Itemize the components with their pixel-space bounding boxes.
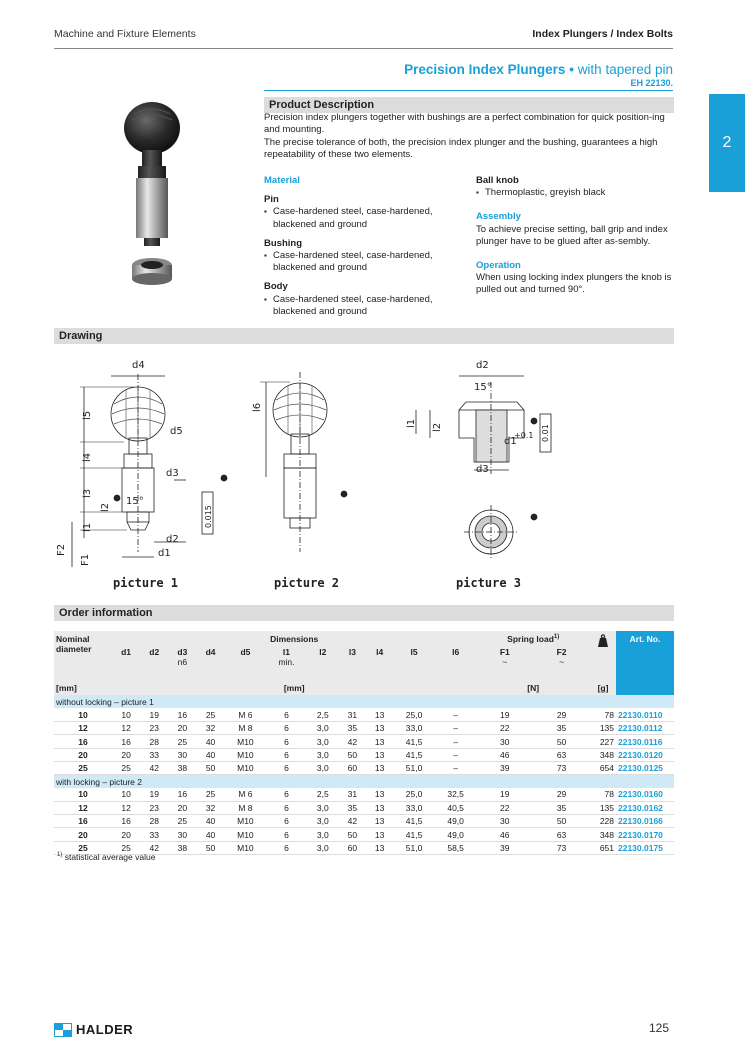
label-tol-015: 0.015 bbox=[204, 505, 213, 528]
table-cell: 348 bbox=[590, 828, 616, 841]
table-row bbox=[54, 828, 674, 841]
table-cell: 78 bbox=[590, 708, 616, 721]
table-cell: 73 bbox=[533, 761, 590, 774]
picture-3-drawing bbox=[406, 360, 551, 559]
table-cell: 31 bbox=[339, 788, 366, 801]
label-d1: d1 bbox=[158, 548, 171, 559]
table-cell: 50 bbox=[339, 748, 366, 761]
table-cell: 13 bbox=[366, 708, 393, 721]
ball-knob-label: Ball knob bbox=[476, 175, 519, 186]
table-cell: 10 bbox=[112, 708, 140, 721]
table-cell: 40 bbox=[196, 828, 224, 841]
table-cell: 73 bbox=[533, 841, 590, 854]
table-cell: M 6 bbox=[225, 788, 267, 801]
table-cell: 35 bbox=[339, 722, 366, 735]
table-cell: 50 bbox=[196, 841, 224, 854]
table-cell: 3,0 bbox=[307, 761, 339, 774]
col-l1: l1 min. bbox=[266, 647, 307, 681]
table-row bbox=[54, 815, 674, 828]
table-cell: 20 bbox=[54, 748, 112, 761]
table-cell: 50 bbox=[533, 815, 590, 828]
table-cell: 25,0 bbox=[393, 788, 435, 801]
col-d5: d5 bbox=[225, 647, 267, 681]
table-cell: 30 bbox=[476, 735, 533, 748]
art-no-link[interactable]: 22130.0112 bbox=[616, 722, 674, 735]
table-cell: M 8 bbox=[225, 801, 267, 814]
table-cell: 25,0 bbox=[393, 708, 435, 721]
table-cell: 3,0 bbox=[307, 828, 339, 841]
table-cell: 227 bbox=[590, 735, 616, 748]
table-cell: 30 bbox=[168, 748, 196, 761]
table-cell: 228 bbox=[590, 815, 616, 828]
table-cell: 40,5 bbox=[435, 801, 477, 814]
table-cell: 25 bbox=[168, 735, 196, 748]
table-cell: 6 bbox=[266, 828, 307, 841]
description-paragraph-2: The precise tolerance of both, the precision index plunger and the bushing, guarantees a high repeatability of these two elements. bbox=[264, 136, 658, 160]
table-cell: 13 bbox=[366, 788, 393, 801]
table-cell: 16 bbox=[168, 788, 196, 801]
group-label: with locking – picture 2 bbox=[54, 775, 674, 788]
table-cell: – bbox=[435, 761, 477, 774]
table-cell: 2,5 bbox=[307, 708, 339, 721]
pin-label: Pin bbox=[264, 194, 279, 206]
label-F2: F2 bbox=[56, 543, 67, 556]
caption-picture-3: picture 3 bbox=[456, 576, 522, 590]
table-cell: 10 bbox=[54, 788, 112, 801]
table-cell: 13 bbox=[366, 735, 393, 748]
material-heading: Material bbox=[264, 175, 300, 186]
label-l2: l2 bbox=[100, 502, 111, 512]
right-info-column bbox=[476, 168, 674, 297]
table-cell: 135 bbox=[590, 722, 616, 735]
label-l4: l4 bbox=[82, 452, 93, 462]
table-row bbox=[54, 801, 674, 814]
chapter-tab[interactable]: 2 bbox=[709, 94, 745, 192]
table-cell: 25 bbox=[54, 761, 112, 774]
label-d1-tol: +0.1 bbox=[514, 431, 534, 440]
table-cell: 41,5 bbox=[393, 828, 435, 841]
table-cell: M10 bbox=[225, 828, 267, 841]
table-cell: 20 bbox=[168, 722, 196, 735]
table-cell: M10 bbox=[225, 735, 267, 748]
table-cell: 40 bbox=[196, 815, 224, 828]
table-cell: 23 bbox=[140, 722, 168, 735]
operation-text: When using locking index plungers the knob is pulled out and turned 90°. bbox=[476, 272, 672, 296]
table-cell: 41,5 bbox=[393, 815, 435, 828]
table-cell: 41,5 bbox=[393, 748, 435, 761]
table-cell: 49,0 bbox=[435, 815, 477, 828]
table-cell: 19 bbox=[140, 708, 168, 721]
table-cell: 46 bbox=[476, 828, 533, 841]
technical-drawing bbox=[54, 352, 674, 597]
label-F1: F1 bbox=[80, 553, 91, 566]
halder-logo bbox=[54, 1022, 133, 1037]
table-cell: 3,0 bbox=[307, 735, 339, 748]
table-cell: 25 bbox=[196, 708, 224, 721]
order-information-heading: Order information bbox=[54, 605, 674, 621]
table-cell: 10 bbox=[54, 708, 112, 721]
table-cell: 60 bbox=[339, 841, 366, 854]
table-cell: 654 bbox=[590, 761, 616, 774]
table-cell: 6 bbox=[266, 841, 307, 854]
table-cell: 41,5 bbox=[393, 735, 435, 748]
table-cell: 31 bbox=[339, 708, 366, 721]
table-cell: 29 bbox=[533, 708, 590, 721]
group-row bbox=[54, 775, 674, 788]
table-cell: 42 bbox=[140, 761, 168, 774]
table-cell: 12 bbox=[112, 801, 140, 814]
table-cell: 19 bbox=[476, 708, 533, 721]
table-row bbox=[54, 735, 674, 748]
table-cell: 38 bbox=[168, 841, 196, 854]
table-cell: 40 bbox=[196, 735, 224, 748]
table-cell: – bbox=[435, 735, 477, 748]
group-label: without locking – picture 1 bbox=[54, 695, 674, 708]
table-cell: 35 bbox=[339, 801, 366, 814]
table-cell: 39 bbox=[476, 761, 533, 774]
table-cell: 13 bbox=[366, 761, 393, 774]
table-cell: 6 bbox=[266, 788, 307, 801]
art-no-link[interactable]: 22130.0160 bbox=[616, 788, 674, 801]
header-divider bbox=[54, 48, 673, 49]
table-cell: 49,0 bbox=[435, 828, 477, 841]
col-nominal-diameter: Nominal diameter bbox=[54, 631, 112, 681]
picture-2-drawing bbox=[252, 372, 347, 552]
table-cell: 6 bbox=[266, 708, 307, 721]
label-angle-3: 15° bbox=[474, 382, 492, 393]
table-cell: 19 bbox=[476, 788, 533, 801]
unit-dimensions: [mm] bbox=[112, 681, 476, 695]
col-F1: F1 ~ bbox=[476, 647, 533, 681]
table-row bbox=[54, 788, 674, 801]
table-cell: 51,0 bbox=[393, 841, 435, 854]
table-cell: 3,0 bbox=[307, 748, 339, 761]
table-cell: – bbox=[435, 708, 477, 721]
col-d4: d4 bbox=[196, 647, 224, 681]
table-cell: 135 bbox=[590, 801, 616, 814]
table-cell: 25 bbox=[112, 841, 140, 854]
table-cell: 35 bbox=[533, 801, 590, 814]
table-cell: 28 bbox=[140, 735, 168, 748]
col-d3: d3 n6 bbox=[168, 647, 196, 681]
art-no-link[interactable]: 22130.0110 bbox=[616, 708, 674, 721]
table-cell: 40 bbox=[196, 748, 224, 761]
col-d1: d1 bbox=[112, 647, 140, 681]
table-cell: 348 bbox=[590, 748, 616, 761]
art-no-link[interactable]: 22130.0120 bbox=[616, 748, 674, 761]
table-cell: 3,0 bbox=[307, 815, 339, 828]
table-cell: 63 bbox=[533, 828, 590, 841]
col-d2: d2 bbox=[140, 647, 168, 681]
label-l1: l1 bbox=[82, 522, 93, 532]
col-F2: F2 ~ bbox=[533, 647, 590, 681]
table-cell: 13 bbox=[366, 828, 393, 841]
label-angle-1: 15° bbox=[126, 496, 144, 507]
running-header-chapter: Index Plungers / Index Bolts bbox=[532, 28, 673, 40]
pin-material: ▪ Case-hardened steel, case-hardened, blackened and ground bbox=[264, 206, 459, 230]
table-cell: 29 bbox=[533, 788, 590, 801]
footnote: $^{1)}$ statistical average value bbox=[57, 852, 156, 862]
label-tol-001: 0.01 bbox=[541, 424, 550, 442]
table-cell: 33 bbox=[140, 828, 168, 841]
product-title-sub: with tapered pin bbox=[577, 62, 673, 77]
table-cell: 25 bbox=[168, 815, 196, 828]
bushing-material: ▪ Case-hardened steel, case-hardened, blackened and ground bbox=[264, 250, 459, 274]
label-d5: d5 bbox=[170, 426, 183, 437]
unit-weight: [g] bbox=[590, 681, 616, 695]
table-cell: 13 bbox=[366, 815, 393, 828]
art-no-link[interactable]: 22130.0166 bbox=[616, 815, 674, 828]
table-cell: 20 bbox=[168, 801, 196, 814]
table-cell: 13 bbox=[366, 801, 393, 814]
table-cell: 30 bbox=[168, 828, 196, 841]
unit-nominal: [mm] bbox=[54, 681, 112, 695]
picture-1-drawing bbox=[56, 360, 227, 567]
operation-heading: Operation bbox=[476, 260, 521, 272]
table-cell: 33,0 bbox=[393, 801, 435, 814]
table-cell: 28 bbox=[140, 815, 168, 828]
label-l6: l6 bbox=[252, 402, 263, 412]
product-description-text bbox=[264, 112, 674, 161]
table-cell: 50 bbox=[339, 828, 366, 841]
col-l6: l6 bbox=[435, 647, 477, 681]
table-cell: 60 bbox=[339, 761, 366, 774]
table-cell: 42 bbox=[140, 841, 168, 854]
body-label: Body bbox=[264, 281, 288, 293]
table-cell: M10 bbox=[225, 841, 267, 854]
table-cell: 23 bbox=[140, 801, 168, 814]
material-column bbox=[264, 168, 459, 318]
table-cell: 651 bbox=[590, 841, 616, 854]
col-l3: l3 bbox=[339, 647, 366, 681]
label-d3: d3 bbox=[166, 468, 179, 479]
label-d4: d4 bbox=[132, 360, 145, 371]
table-cell: 25 bbox=[196, 788, 224, 801]
table-cell: 10 bbox=[112, 788, 140, 801]
table-cell: – bbox=[435, 748, 477, 761]
assembly-heading: Assembly bbox=[476, 211, 521, 223]
table-cell: 16 bbox=[112, 815, 140, 828]
table-cell: 13 bbox=[366, 841, 393, 854]
table-row bbox=[54, 722, 674, 735]
table-cell: 33 bbox=[140, 748, 168, 761]
product-title bbox=[404, 62, 673, 77]
table-cell: 30 bbox=[476, 815, 533, 828]
group-row bbox=[54, 695, 674, 708]
table-cell: 6 bbox=[266, 761, 307, 774]
label-p3-d2: d2 bbox=[476, 360, 489, 371]
product-code: EH 22130. bbox=[630, 78, 673, 88]
table-cell: 78 bbox=[590, 788, 616, 801]
table-cell: – bbox=[435, 722, 477, 735]
product-description-heading: Product Description bbox=[264, 97, 674, 113]
table-cell: 33,0 bbox=[393, 722, 435, 735]
table-cell: M10 bbox=[225, 748, 267, 761]
title-bullet: • bbox=[569, 62, 574, 77]
weight-icon bbox=[590, 631, 616, 681]
table-cell: 16 bbox=[112, 735, 140, 748]
label-p3-l1: l1 bbox=[406, 418, 417, 428]
col-l4: l4 bbox=[366, 647, 393, 681]
table-cell: 12 bbox=[54, 801, 112, 814]
table-cell: 22 bbox=[476, 722, 533, 735]
table-cell: 32 bbox=[196, 722, 224, 735]
table-cell: 25 bbox=[54, 841, 112, 854]
bushing-label: Bushing bbox=[264, 237, 302, 249]
table-cell: M 8 bbox=[225, 722, 267, 735]
table-cell: 42 bbox=[339, 815, 366, 828]
table-cell: M 6 bbox=[225, 708, 267, 721]
label-p3-d1: d1 bbox=[504, 436, 517, 447]
table-cell: 12 bbox=[54, 722, 112, 735]
art-no-link[interactable]: 22130.0175 bbox=[616, 841, 674, 854]
table-cell: 3,0 bbox=[307, 722, 339, 735]
col-l2: l2 bbox=[307, 647, 339, 681]
title-divider bbox=[264, 90, 673, 91]
table-cell: 25 bbox=[112, 761, 140, 774]
unit-artno-blank bbox=[616, 681, 674, 695]
table-row bbox=[54, 748, 674, 761]
table-cell: 50 bbox=[196, 761, 224, 774]
logo-mark bbox=[54, 1023, 72, 1037]
table-cell: 2,5 bbox=[307, 788, 339, 801]
label-p3-l2: l2 bbox=[432, 422, 443, 432]
table-cell: 46 bbox=[476, 748, 533, 761]
table-cell: 13 bbox=[366, 722, 393, 735]
table-cell: 51,0 bbox=[393, 761, 435, 774]
table-cell: 42 bbox=[339, 735, 366, 748]
table-row bbox=[54, 761, 674, 774]
table-cell: 3,0 bbox=[307, 801, 339, 814]
drawing-heading: Drawing bbox=[54, 328, 674, 344]
art-no-link[interactable]: 22130.0116 bbox=[616, 735, 674, 748]
col-art-no: Art. No. bbox=[616, 631, 674, 681]
table-cell: 63 bbox=[533, 748, 590, 761]
table-cell: 6 bbox=[266, 801, 307, 814]
table-cell: 6 bbox=[266, 815, 307, 828]
description-paragraph-1: Precision index plungers together with bushings are a perfect combination for quick position-ing and mounting. bbox=[264, 112, 665, 136]
table-cell: 20 bbox=[54, 828, 112, 841]
table-cell: 35 bbox=[533, 722, 590, 735]
table-cell: 20 bbox=[112, 748, 140, 761]
table-cell: M10 bbox=[225, 761, 267, 774]
table-cell: 16 bbox=[54, 815, 112, 828]
art-no-link[interactable]: 22130.0162 bbox=[616, 801, 674, 814]
label-l5: l5 bbox=[82, 410, 93, 420]
table-cell: 39 bbox=[476, 841, 533, 854]
table-cell: 6 bbox=[266, 735, 307, 748]
assembly-text: To achieve precise setting, ball grip and index plunger have to be glued after as-sembly. bbox=[476, 223, 668, 247]
product-title-main: Precision Index Plungers bbox=[404, 62, 566, 77]
table-cell: 3,0 bbox=[307, 841, 339, 854]
col-group-dimensions: Dimensions bbox=[112, 631, 476, 647]
table-cell: 32,5 bbox=[435, 788, 477, 801]
table-cell: 6 bbox=[266, 722, 307, 735]
table-cell: 58,5 bbox=[435, 841, 477, 854]
col-l5: l5 bbox=[393, 647, 435, 681]
art-no-link[interactable]: 22130.0170 bbox=[616, 828, 674, 841]
page-number: 125 bbox=[648, 1021, 669, 1035]
running-header-section: Machine and Fixture Elements bbox=[54, 28, 196, 40]
table-cell: 38 bbox=[168, 761, 196, 774]
table-cell: 20 bbox=[112, 828, 140, 841]
label-p3-d3: d3 bbox=[476, 464, 489, 475]
table-row bbox=[54, 708, 674, 721]
table-cell: M10 bbox=[225, 815, 267, 828]
label-l3: l3 bbox=[82, 488, 93, 498]
unit-spring: [N] bbox=[476, 681, 590, 695]
caption-picture-1: picture 1 bbox=[113, 576, 179, 590]
order-table bbox=[54, 631, 674, 855]
logo-text: HALDER bbox=[76, 1022, 134, 1037]
table-cell: 50 bbox=[533, 735, 590, 748]
product-photo bbox=[110, 100, 205, 320]
table-cell: 16 bbox=[168, 708, 196, 721]
table-cell: 6 bbox=[266, 748, 307, 761]
table-cell: 16 bbox=[54, 735, 112, 748]
col-group-spring-load: Spring load$^{1)}$ bbox=[476, 631, 590, 647]
table-cell: 22 bbox=[476, 801, 533, 814]
table-cell: 12 bbox=[112, 722, 140, 735]
caption-picture-2: picture 2 bbox=[274, 576, 340, 590]
table-cell: 19 bbox=[140, 788, 168, 801]
ball-knob-material: ▪ Thermoplastic, greyish black bbox=[476, 187, 674, 199]
body-material: ▪ Case-hardened steel, case-hardened, blackened and ground bbox=[264, 294, 459, 318]
table-cell: 13 bbox=[366, 748, 393, 761]
art-no-link[interactable]: 22130.0125 bbox=[616, 761, 674, 774]
label-d2: d2 bbox=[166, 534, 179, 545]
table-cell: 32 bbox=[196, 801, 224, 814]
